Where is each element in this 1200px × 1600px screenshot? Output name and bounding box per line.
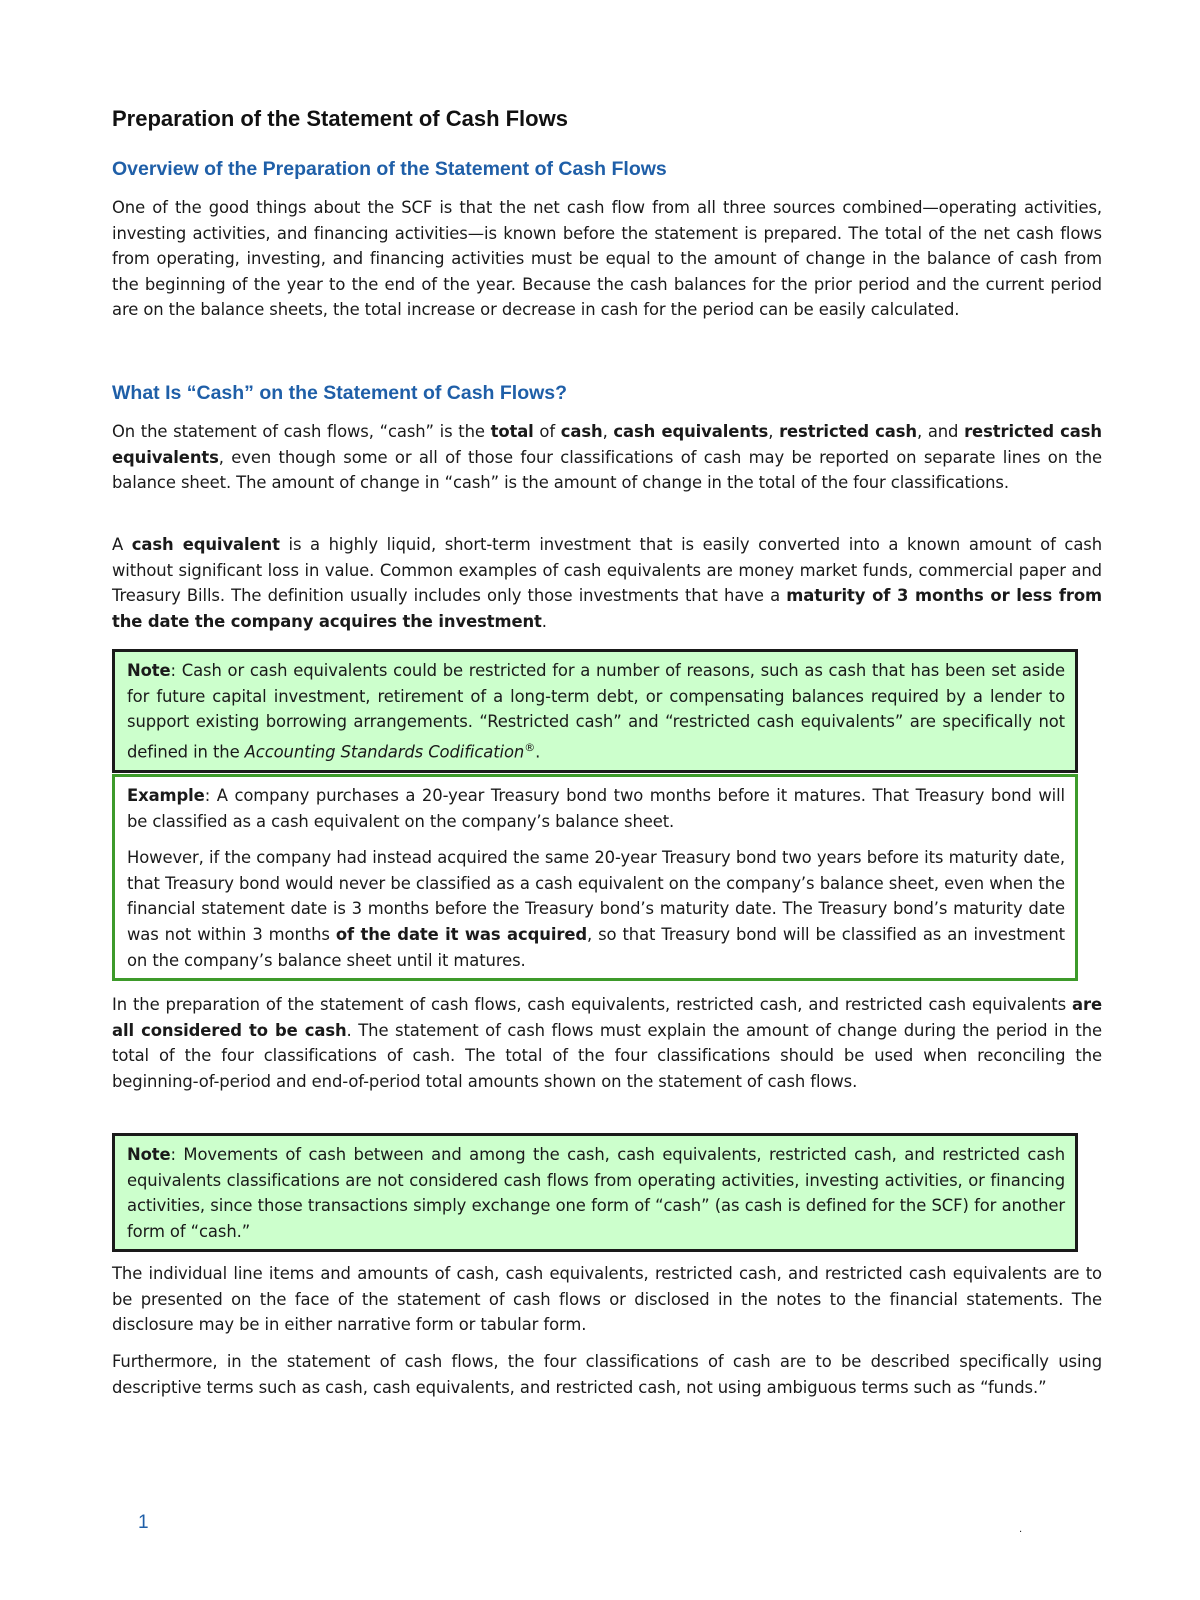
overview-heading: Overview of the Preparation of the Statement of Cash Flows [112, 158, 667, 180]
line-items-paragraph: The individual line items and amounts of cash, cash equivalents, restricted cash, and restricted cash equivalents are to be presented on the face of the statement of cash flows or disclosed in the notes to the financial statements. The disclosure may be in either narrative form or tabular form. [112, 1264, 1102, 1335]
restricted-cash-note-box [112, 649, 1078, 773]
considered-cash-paragraph: In the preparation of the statement of cash flows, cash equivalents, restricted cash, and restricted cash equivalents are all considered to be cash. The statement of cash flows must explain the amount of change during the period in the total of the four classifications of cash. The total of the four classifications should be used when reconciling the beginning-of-period and end-of-period total amounts shown on the statement of cash flows. [112, 995, 1102, 1091]
note-text: Note: Cash or cash equivalents could be restricted for a number of reasons, such as cash that has been set aside for future capital investment, retirement of a long-term debt, or compensating balances required by a lender to support existing borrowing arrangements. “Restricted cash” and “restricted cash equivalents” are specifically not defined in the Accounting Standards Codification®. [127, 661, 1065, 762]
cash-equivalent-paragraph: A cash equivalent is a highly liquid, short-term investment that is easily converted into a known amount of cash without significant loss in value. Common examples of cash equivalents are money market funds, commercial paper and Treasury Bills. The definition usually includes only those investments that have a maturity of 3 months or less from the date the company acquires the investment. [112, 535, 1103, 631]
example-text-2: However, if the company had instead acquired the same 20-year Treasury bond two years before its maturity date, that Treasury bond would never be classified as a cash equivalent on the company’s balance sheet, even when the financial statement date is 3 months before the Treasury bond’s maturity date. The Treasury bond’s maturity date was not within 3 months of the date it was acquired, so that Treasury bond will be classified as an investment on the company’s balance sheet until it matures. [127, 848, 1065, 970]
overview-paragraph: One of the good things about the SCF is that the net cash flow from all three sources combined—operating activities, investing activities, and financing activities—is known before the statement is prepared. The total of the net cash flows from operating, investing, and financing activities must be equal to the amount of change in the balance of cash from the beginning of the year to the end of the year. Because the cash balances for the prior period and the current period are on the balance sheets, the total increase or decrease in cash for the period can be easily calculated. [112, 198, 1102, 320]
descriptive-terms-paragraph: Furthermore, in the statement of cash flows, the four classifications of cash are to be described specifically using descriptive terms such as cash, cash equivalents, and restricted cash, not using ambiguous terms such as “funds.” [112, 1352, 1102, 1397]
what-is-cash-heading: What Is “Cash” on the Statement of Cash Flows? [112, 382, 568, 404]
example-text-1: Example: A company purchases a 20-year Treasury bond two months before it matures. That Treasury bond will be classified as a cash equivalent on the company’s balance sheet. [127, 786, 1065, 831]
treasury-bond-example-box [112, 774, 1078, 981]
page-number: 1 [138, 1512, 149, 1533]
footer-dot: . [1019, 1524, 1023, 1535]
cash-definition-paragraph: On the statement of cash flows, “cash” is the total of cash, cash equivalents, restricted cash, and restricted cash equivalents, even though some or all of those four classifications of cash may be reported on separate lines on the balance sheet. The amount of change in “cash” is the amount of change in the total of the four classifications. [112, 422, 1102, 493]
movements-note-box [112, 1133, 1078, 1252]
note-text: Note: Movements of cash between and among the cash, cash equivalents, restricted cash, and restricted cash equivalents classifications are not considered cash flows from operating activities, investing activities, or financing activities, since those transactions simply exchange one form of “cash” (as cash is defined for the SCF) for another form of “cash.” [127, 1145, 1065, 1241]
page-title: Preparation of the Statement of Cash Flows [112, 106, 568, 131]
